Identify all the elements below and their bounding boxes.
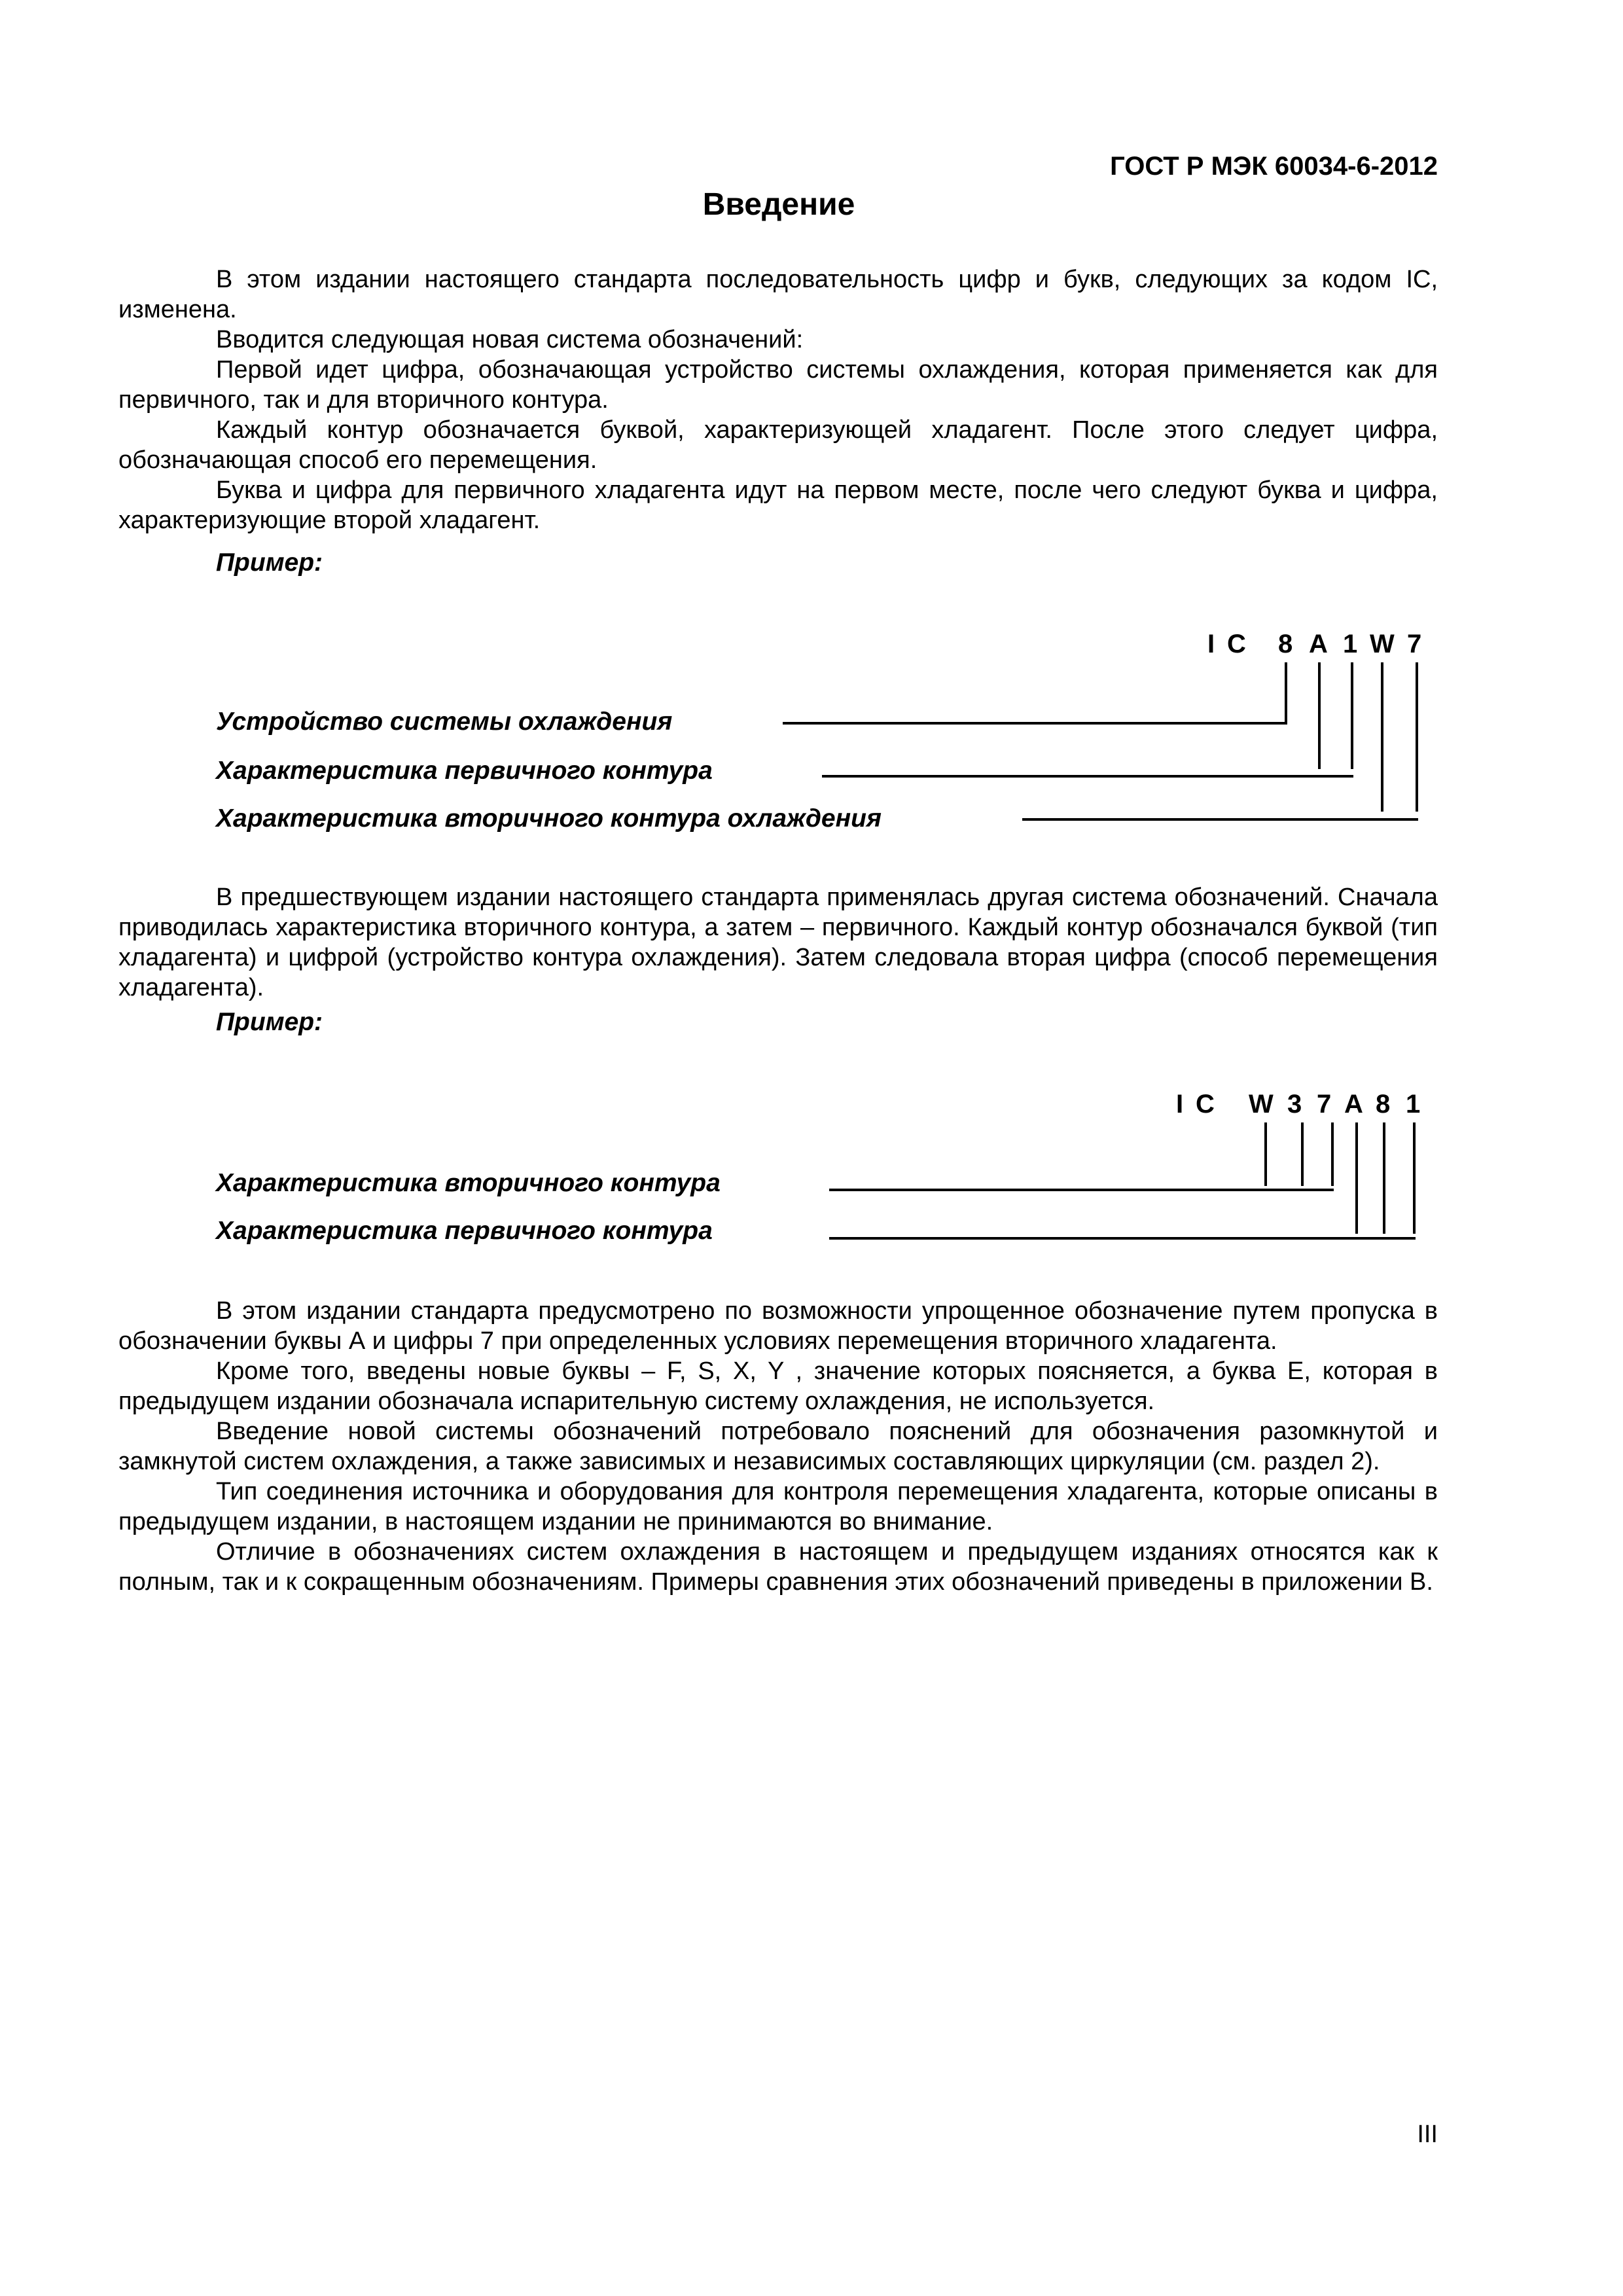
paragraph: В этом издании стандарта предусмотрено по возможности упрощенное обозначение путем пропуска в обозначении буквы А и цифры 7 при определенных условиях перемещения вторичного хладагента. [118, 1297, 1438, 1355]
code-char: C [1227, 630, 1246, 658]
diagram-label: Характеристика вторичного контура охлаждения [216, 804, 882, 833]
paragraph: Первой идет цифра, обозначающая устройство системы охлаждения, которая применяется как для первичного, так и для вторичного контура. [118, 356, 1438, 414]
paragraph: Вводится следующая новая система обозначений: [216, 326, 804, 353]
paragraph: В этом издании настоящего стандарта последовательность цифр и букв, следующих за кодом IC, изменена. [118, 266, 1438, 323]
paragraph: Каждый контур обозначается буквой, характеризующей хладагент. После этого следует цифра, обозначающая способ его перемещения. [118, 416, 1438, 474]
paragraph: В предшествующем издании настоящего стандарта применялась другая система обозначений. Сначала приводилась характеристика вторичного контура, а затем – первичного. Каждый контур обозначался буквой (тип хладагента) и цифрой (устройство контура охлаждения). Затем следовала вторая цифра (способ перемещения хладагента). [118, 884, 1438, 1001]
code-char: W [1249, 1090, 1274, 1119]
code-char: I [1176, 1090, 1184, 1119]
paragraph: Буква и цифра для первичного хладагента идут на первом месте, после чего следуют буква и цифра, характеризующие второй хладагент. [118, 476, 1438, 534]
code-char: 8 [1278, 630, 1293, 658]
example-label: Пример: [216, 548, 323, 577]
code-char: W [1370, 630, 1395, 658]
page-number: III [1417, 2121, 1438, 2148]
code-char: A [1309, 630, 1328, 658]
code-char: 8 [1376, 1090, 1391, 1119]
example-label: Пример: [216, 1008, 323, 1036]
final-section [118, 1296, 1438, 1597]
code-char: I [1207, 630, 1215, 658]
code-char: 7 [1407, 630, 1422, 658]
code-char: C [1196, 1090, 1215, 1119]
diagram-label: Характеристика первичного контура [216, 1217, 713, 1245]
diagram-label: Устройство системы охлаждения [216, 708, 673, 736]
page-title: Введение [702, 187, 855, 222]
code-char: 3 [1287, 1090, 1302, 1119]
paragraph: Тип соединения источника и оборудования для контроля перемещения хладагента, которые описаны в предыдущем издании, в настоящем издании не принимаются во внимание. [118, 1478, 1438, 1535]
code-char: 1 [1406, 1090, 1421, 1119]
code-char: 7 [1317, 1090, 1332, 1119]
diagram-label: Характеристика вторичного контура [216, 1169, 721, 1197]
code-char: A [1344, 1090, 1363, 1119]
diagram-label: Характеристика первичного контура [216, 757, 713, 785]
document-code: ГОСТ Р МЭК 60034-6-2012 [1110, 152, 1438, 181]
paragraph: Отличие в обозначениях систем охлаждения в настоящем и предыдущем изданиях относятся как к полным, так и к сокращенным обозначениям. Примеры сравнения этих обозначений приведены в приложении В. [118, 1538, 1438, 1596]
paragraph: Кроме того, введены новые буквы – F, S, X, Y , значение которых поясняется, а буква Е, которая в предыдущем издании обозначала испарительную систему охлаждения, не используется. [118, 1357, 1438, 1415]
code-char: 1 [1343, 630, 1358, 658]
paragraph: Введение новой системы обозначений потребовало пояснений для обозначения разомкнутой и замкнутой систем охлаждения, а также зависимых и независимых составляющих циркуляции (см. раздел 2). [118, 1418, 1438, 1475]
